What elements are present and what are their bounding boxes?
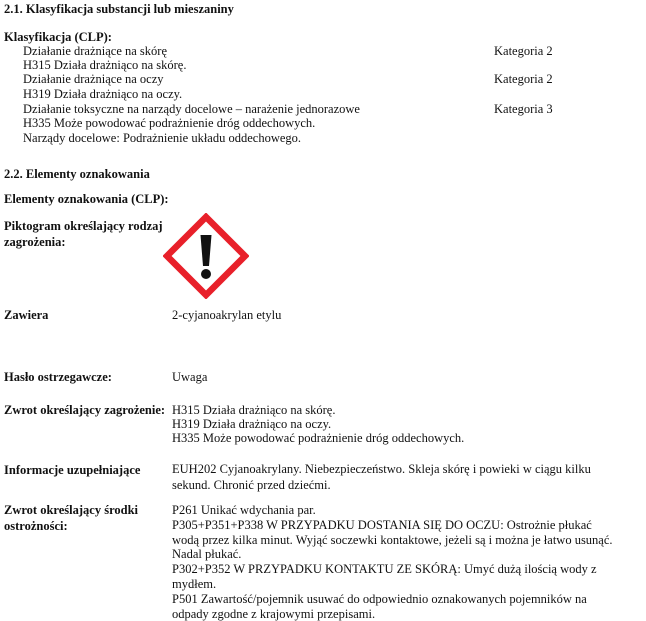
precautionary-statement: P305+P351+P338 W PRZYPADKU DOSTANIA SIĘ DO OCZU: Ostrożnie płukać wodą przez kilka minut. Wyjąć soczewki kontaktowe, jeżeli są i można je łatwo usunąć. Nadal płukać.	[172, 517, 613, 562]
classification-category: Kategoria 2	[494, 44, 553, 58]
classification-category: Kategoria 2	[494, 72, 553, 86]
precautionary-statements	[172, 503, 620, 621]
signal-word-label: Hasło ostrzegawcze:	[4, 370, 112, 384]
clp-classification-heading: Klasyfikacja (CLP):	[4, 30, 112, 44]
classification-text: H319 Działa drażniąco na oczy.	[23, 87, 183, 101]
classification-text: H315 Działa drażniąco na skórę.	[23, 58, 187, 72]
section-2-2-heading: 2.2. Elementy oznakowania	[4, 167, 150, 181]
supplementary-info-label: Informacje uzupełniające	[4, 463, 141, 477]
hazard-statement: H335 Może powodować podrażnienie dróg oddechowych.	[172, 431, 465, 445]
contains-label: Zawiera	[4, 308, 49, 322]
hazard-statement-label: Zwrot określający zagrożenie:	[4, 403, 166, 417]
classification-text: Działanie drażniące na skórę	[23, 44, 168, 58]
precautionary-statement: P501 Zawartość/pojemnik usuwać do odpowiednio oznakowanych pojemników na odpady zgodne z krajowymi przepisami.	[172, 591, 587, 621]
classification-text: Działanie toksyczne na narządy docelowe – narażenie jednorazowe	[23, 102, 360, 116]
ghs07-exclamation-icon	[163, 213, 249, 299]
clp-labelling-heading: Elementy oznakowania (CLP):	[4, 192, 169, 206]
precautionary-statement: P261 Unikać wdychania par.	[172, 503, 316, 517]
signal-word-value: Uwaga	[172, 370, 208, 384]
hazard-statement: H319 Działa drażniąco na oczy.	[172, 417, 332, 431]
section-2-1-heading: 2.1. Klasyfikacja substancji lub mieszaniny	[4, 2, 234, 16]
precautionary-statement-label: Zwrot określający środki ostrożności:	[4, 503, 139, 533]
classification-text: Narządy docelowe: Podrażnienie układu oddechowego.	[23, 131, 302, 145]
classification-category: Kategoria 3	[494, 102, 553, 116]
classification-text: H335 Może powodować podrażnienie dróg oddechowych.	[23, 116, 316, 130]
classification-text: Działanie drażniące na oczy	[23, 72, 164, 86]
pictogram-label: Piktogram określający rodzaj zagrożenia:	[4, 219, 163, 249]
precautionary-statement: P302+P352 W PRZYPADKU KONTAKTU ZE SKÓRĄ: Umyć dużą ilością wody z mydłem.	[172, 562, 597, 591]
supplementary-info-value: EUH202 Cyjanoakrylany. Niebezpieczeństwo. Skleja skórę i powieki w ciągu kilku sekund. Chronić przed dziećmi.	[172, 462, 591, 492]
hazard-statement: H315 Działa drażniąco na skórę.	[172, 403, 336, 417]
contains-value: 2-cyjanoakrylan etylu	[172, 308, 282, 322]
